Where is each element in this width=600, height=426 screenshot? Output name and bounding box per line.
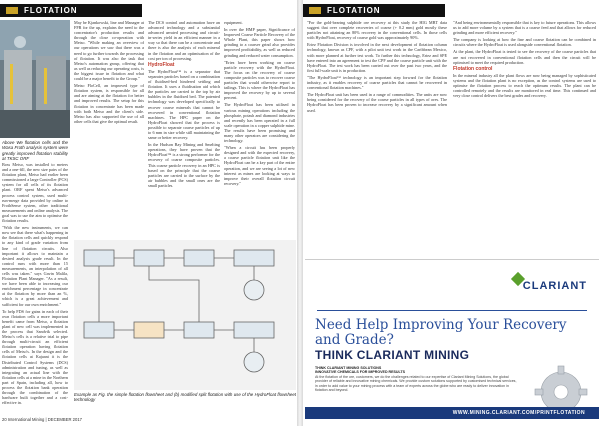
column-2 (453, 20, 596, 256)
paragraph: The HydroFloat has been utilised in various mining operations including the phosphate, potash and diamond industries and recently has been operated in a full scale operation in a copper sulphide mine. The results have been promising and many other operators are considering the technology. (224, 102, 295, 144)
ad-body-title: THINK CLARIANT MINING SOLUTIONS (315, 366, 382, 370)
paragraph: Boss Metso, was installed to meters and a one-fill, the new size pairs of the flotation plant, Metso had earlier been commissioned a large Controller (PCS) system for all cells of its flotation plant. ORF spent Metso's advanced process control system, used multi-run-merge data provided by online to FrothSense system, other traditional measurements and online analysis. The goal was to use the aim to optimise the flotation results. (2, 162, 68, 224)
paragraph: "The HydroFloat™ technology is an important step forward for the flotation industry, as it enables recovery of coarse particles that cannot be recovered in conventional flotation machines." (307, 74, 447, 91)
photo-caption-block (2, 140, 68, 160)
left-page (0, 0, 297, 426)
paragraph: The HydroFloat™ is a separator that separates particles based on a combination of fluidised-bed hindered settling and flotation. It uses a fluidisation aid which the particles are carried to the top by air bubbles in the fluidised bed. The patented technology was developed specifically to recover coarse minerals that cannot be recovered in conventional flotation machines. The HPC paper on the HydroFloat showed that the process is possible to separate coarse particles of up to 6 mm in size while still maintaining the same or better recovery. (148, 68, 220, 141)
column-1 (2, 162, 68, 412)
paragraph: In over the HMP paper, Significance of Improved Coarse Particle Recovery of the Whole Plant, this paper shows how grinding to a coarser grind also provides improved profitability, as well as reduced grinding and reduced water consumption. (224, 27, 295, 58)
column-3 (148, 20, 220, 235)
paragraph: Eriez Flotation Division is involved in the next development of flotation column technology, known as CPF, with a pilot unit test work in the Caribbean Mexico, with more planned at further test work. To further this technology, Eriez and SPE have entered into an agreement to test the CPF and the coarse particle unit with the HydroFloat. The test work has been carried out over the past two years, and the first full-scale unit is in production. (307, 42, 447, 73)
paragraph: equipment. (224, 20, 243, 25)
page-footer: 20 International Mining | DECEMBER 2017 (2, 417, 82, 422)
paragraph: "And being environmentally responsible that is key to future operations. This allows us to add more volume by a system that is a coarse feed and that allows for reduced grinding and more efficient recovery." (453, 20, 596, 36)
flowsheet-diagram (74, 240, 296, 390)
flowsheet-caption: Example as Fig. the simple flotation flowsheet and (b) modified split flotation with use of the HydroFloat flowsheet technology (74, 392, 296, 403)
subheading-hydrofloat: HydroFloat (148, 61, 175, 68)
paragraph: May be Kjankowski, line and Manager at FFR for the up, explains the need to the concentrator's production results and through the close co-operation with Metso. "While making an overview of our operations we saw that there was a need to go further towards the processing of flotation. It was also the task that Metso's automation group, offering that as well as reducing our operating costs, is the biggest issue in flotation and what could be a major benefit to the Group." (74, 20, 144, 82)
ad-body-text: At the flotation of the ore, customers, we do the challenges related to our expertise of Clariant Mining Solutions, the global provider of reliable and innovative mining chemicals. We provide custom solutions supported by customised technical services, in order to add value to your mining process with a team of experts across the globe who are ready to deliver innovation in flotation and beyond. (315, 374, 517, 393)
paragraph: The DCS control and automation have an advanced technology and a substantial advanced aerated processing and circuit-in-series yield in an efficient manner in a way so that there can be a concentrate and there is also the analysis of each mineral in the flotation and an optimisation of the cost per ton of processing. (148, 20, 220, 61)
photo-caption: Above We flotation cells and the Wasa Froth analysis system were greatly improved flotation stability at TKSC ORF (2, 140, 68, 160)
paragraph: Metso FloCell, an improved type of flotation system, is responsible for all and are aiming at the flotation for better and improved results. The setup for this flotation in concentrate has been made with both Metso and the client's side. Metso has also supported the use of all other cells that give the optimal result. (74, 83, 144, 124)
ad-subhead: THINK CLARIANT MINING (315, 348, 470, 362)
ad-body (315, 366, 520, 392)
right-page (303, 0, 600, 426)
paragraph: The HydroFloat unit has been used in a range of commodities. The units are now being considered for the recovery of the coarse particles in all types of ores. The HydroFloat has been proven to increase recovery by a significant amount when used. (307, 92, 447, 113)
ad-headline: Need Help Improving Your Recovery and Grade? (315, 317, 567, 348)
paragraph: "For the gold-bearing sulphide ore recovery at this study the HIG MBT data suggest that over complete recoveries of coarse (+ 0.2 mm) gold mostly these particles not attaining an 80% recovery in the conventional cells. In those cells with HydroFloat, recovery of coarse gold was approximately 90%. (307, 20, 447, 41)
paragraph: "Eriez have been working on coarse particle recovery with the HydroFloat. The focus on the recovery of coarse composite particles was to recover coarse particles that would otherwise report to tailings. This is where the HydroFloat has improved the recovery by up to several percent. (224, 59, 295, 101)
paragraph: At the plant, the HydroFloat is tested to see the recovery of the coarse particles that are not recovered in conventional flotation cells and then the circuit will be optimised to meet the required production. (453, 49, 596, 65)
paragraph: In the mineral industry all the plant flows are now being managed by sophisticated systems and the flotation plant is no exception, as the control systems are used to optimise the flotation process to reach the optimum results. The plant can be controlled remotely and the results are monitored in real time. This continued and very close control delivers the best grades and recovery. (453, 72, 596, 99)
paragraph: The company is looking at how the fine and coarse flotation can be combined in circuits where the HydroFloat is used alongside conventional flotation. (453, 37, 596, 48)
paragraph: In the Hudson Bay Mining and Smelting operations, they have proven that the HydroFloat™ is a strong performer for the recovery of coarse composite particles. This coarse particle recovery in an HPC is based on the principle that the coarse particles are carried to the surface by the air bubbles and the small ones are the small particles. (148, 142, 220, 188)
flowsheet-caption-block (74, 392, 296, 406)
section-label: FLOTATION (0, 4, 142, 17)
paragraph: "With the new instruments, we can now see that there what's happening in the flotation cells and quickly respond to any kind of grade variation from line of flotation circuits. Also important it allows to maintain a desired analysis grade result. In the control runs with more than 15 measurements, an interpolation of all cells was taken." says Gavin Malila, Flotation Plant Manager. "As a result, we have been able to increasing our enrichment percentage in concentrate at the flotation by more than an %, which is a great achievement and sufficient for our own enrichment." (2, 225, 68, 307)
ad-divider (317, 310, 587, 311)
subheading-flotation-control: Flotation control (453, 65, 493, 72)
column-2 (74, 20, 144, 200)
ad-url[interactable]: WWW.MINING.CLARIANT.COM/PRINTFLOTATION (305, 407, 599, 419)
flotation-cells-photo (0, 20, 70, 138)
paragraph: "When a circuit has been properly designed and with the expected recovery, a coarse particle flotation unit like the HydroFloat can be a key part of the entire operation, and we are seeing a lot of new interest as mines are looking at ways to improve their overall flotation circuit recovery." (224, 145, 295, 186)
clariant-logo: CLARIANT (522, 280, 587, 292)
section-label: FLOTATION (303, 4, 445, 17)
paragraph: To help FDS for gains in each of their own flotation cells a more important benefit came from Metso, a flotation plant of new cell was implemented in the process that Sandvik selected. Metso's cells is a relative trial to pipe through multi-circuit an efficient flotation operation having flotation cells of Metso's. In the design and the flotation cells at Kajaani it is the Distributed Control Systems (DCS) administration and tuning, as well as integrating an actual line with the flotation cells at a mine in the Northern part of Spain, including all, how to process the flotation bank operation through the combination of the hardware built together and a cost-effective in. (2, 308, 68, 406)
ad-body-subtitle: INNOVATIVE CHEMICALS FOR IMPROVED RESULTS (315, 370, 406, 375)
clariant-advertisement[interactable] (305, 259, 599, 423)
column-1 (307, 20, 447, 256)
column-4 (224, 20, 295, 235)
